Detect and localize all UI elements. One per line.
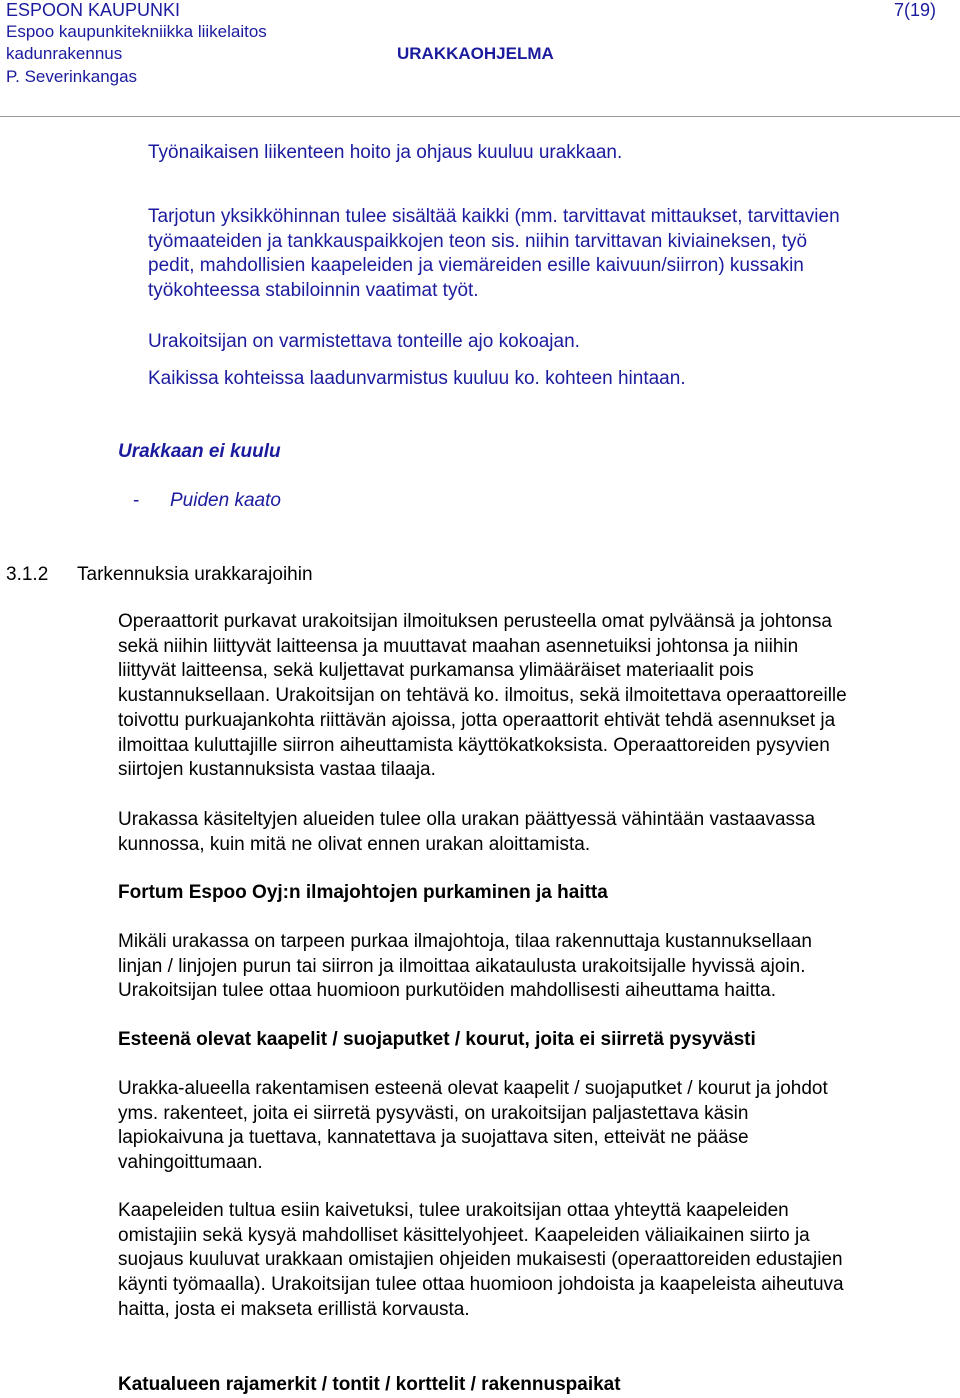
text-line: Urakoitsijan tulee ottaa huomioon purkutöiden mahdollisesti aiheuttama haitta. xyxy=(118,980,777,1002)
text-line: työmaateiden ja tankkauspaikkojen teon sis. niihin tarvittavan kiviaineksen, työ xyxy=(148,230,808,252)
department-name: Espoo kaupunkitekniikka liikelaitos xyxy=(6,22,267,41)
excluded-heading: Urakkaan ei kuulu xyxy=(118,441,281,462)
boundary-markers-heading: Katualueen rajamerkit / tontit / korttelit / rakennuspaikat xyxy=(118,1374,621,1395)
cables-paragraph-1 xyxy=(118,1077,948,1176)
cables-paragraph-2 xyxy=(118,1199,948,1323)
header-divider xyxy=(0,116,960,117)
cables-heading: Esteenä olevat kaapelit / suojaputket / kourut, joita ei siirretä pysyvästi xyxy=(118,1029,756,1050)
text-line: suojaus kuuluvat urakkaan omistajien ohjeiden mukaisesti (operaattoreiden edustajien xyxy=(118,1249,843,1271)
text-line: Tarjotun yksikköhinnan tulee sisältää kaikki (mm. tarvittavat mittaukset, tarvittavien xyxy=(148,206,840,227)
intro-traffic-text: Työnaikaisen liikenteen hoito ja ohjaus kuuluu urakkaan. xyxy=(148,142,623,163)
document-title: URAKKAOHJELMA xyxy=(397,44,554,63)
text-line: Urakassa käsiteltyjen alueiden tulee olla urakan päättyessä vähintään vastaavassa xyxy=(118,809,816,830)
text-line: Mikäli urakassa on tarpeen purkaa ilmajohtoja, tilaa rakennuttaja kustannuksellaan xyxy=(118,931,812,952)
excluded-item: Puiden kaato xyxy=(170,490,281,511)
text-line: Urakka-alueella rakentamisen esteenä olevat kaapelit / suojaputket / kourut ja johdot xyxy=(118,1078,828,1099)
author-name: P. Severinkangas xyxy=(6,67,138,86)
text-line: siirtojen kustannuksista vastaa tilaaja. xyxy=(118,759,436,781)
intro-quality-text: Kaikissa kohteissa laadunvarmistus kuuluu ko. kohteen hintaan. xyxy=(148,368,686,389)
text-line: sekä niihin liittyvät laitteensa ja muuttavat maahan asennetuiksi johtonsa ja niihin xyxy=(118,635,799,657)
unit-name: kadunrakennus xyxy=(6,44,123,63)
intro-unit-price-paragraph xyxy=(148,205,840,303)
text-line: kunnossa, kuin mitä ne olivat ennen urakan aloittamista. xyxy=(118,833,591,855)
areas-paragraph xyxy=(118,808,948,857)
text-line: vahingoittumaan. xyxy=(118,1152,263,1174)
excluded-bullet-dash: - xyxy=(133,490,140,511)
text-line: työkohteessa stabiloinnin vaatimat työt. xyxy=(148,279,479,301)
text-line: ilmoittaa kuluttajille siirron aiheuttamista käyttökatkoksista. Operaattoreiden pysyvien xyxy=(118,734,830,756)
operators-paragraph xyxy=(118,610,948,783)
text-line: linjan / linjojen purun tai siirron ja ilmoittaa aikataulusta urakoitsijalle hyvissä ajoin. xyxy=(118,955,806,977)
text-line: käynti työmaalla). Urakoitsijan tulee ottaa huomioon johdoista ja kaapeleista aiheutuva xyxy=(118,1274,844,1296)
fortum-heading: Fortum Espoo Oyj:n ilmajohtojen purkaminen ja haitta xyxy=(118,882,608,903)
intro-plot-access-text: Urakoitsijan on varmistettava tonteille ajo kokoajan. xyxy=(148,331,580,352)
text-line: Kaapeleiden tultua esiin kaivetuksi, tulee urakoitsijan ottaa yhteyttä kaapeleiden xyxy=(118,1200,789,1221)
text-line: pedit, mahdollisien kaapeleiden ja viemäreiden esille kaivuun/siirron) kussakin xyxy=(148,255,804,276)
text-line: omistajiin sekä kysyä mahdolliset käsittelyohjeet. Kaapeleiden väliaikainen siirto ja xyxy=(118,1224,810,1246)
text-line: yms. rakenteet, joita ei siirretä pysyvästi, on urakoitsijan paljastettava käsin xyxy=(118,1102,749,1124)
section-number: 3.1.2 xyxy=(6,564,49,585)
text-line: kustannuksellaan. Urakoitsijan on tehtävä ko. ilmoitus, sekä ilmoitettava operaattoreille xyxy=(118,685,847,707)
text-line: haitta, josta ei makseta erillistä korvausta. xyxy=(118,1298,470,1320)
text-line: Operaattorit purkavat urakoitsijan ilmoituksen perusteella omat pylväänsä ja johtonsa xyxy=(118,611,832,632)
fortum-paragraph xyxy=(118,930,948,1004)
text-line: lapiokaivuna ja tuettava, kannatettava ja suojattava siten, etteivät ne pääse xyxy=(118,1127,749,1149)
page-number: 7(19) xyxy=(894,0,937,20)
text-line: toivottu purkuajankohta riittävän ajoissa, jotta operaattorit ehtivät tehdä asennukset ja xyxy=(118,709,836,731)
text-line: liittyvät laitteensa, sekä kuljettavat purkamansa ylimääräiset materiaalit pois xyxy=(118,660,754,682)
organization-name: ESPOON KAUPUNKI xyxy=(6,0,181,20)
section-title: Tarkennuksia urakkarajoihin xyxy=(77,564,313,585)
